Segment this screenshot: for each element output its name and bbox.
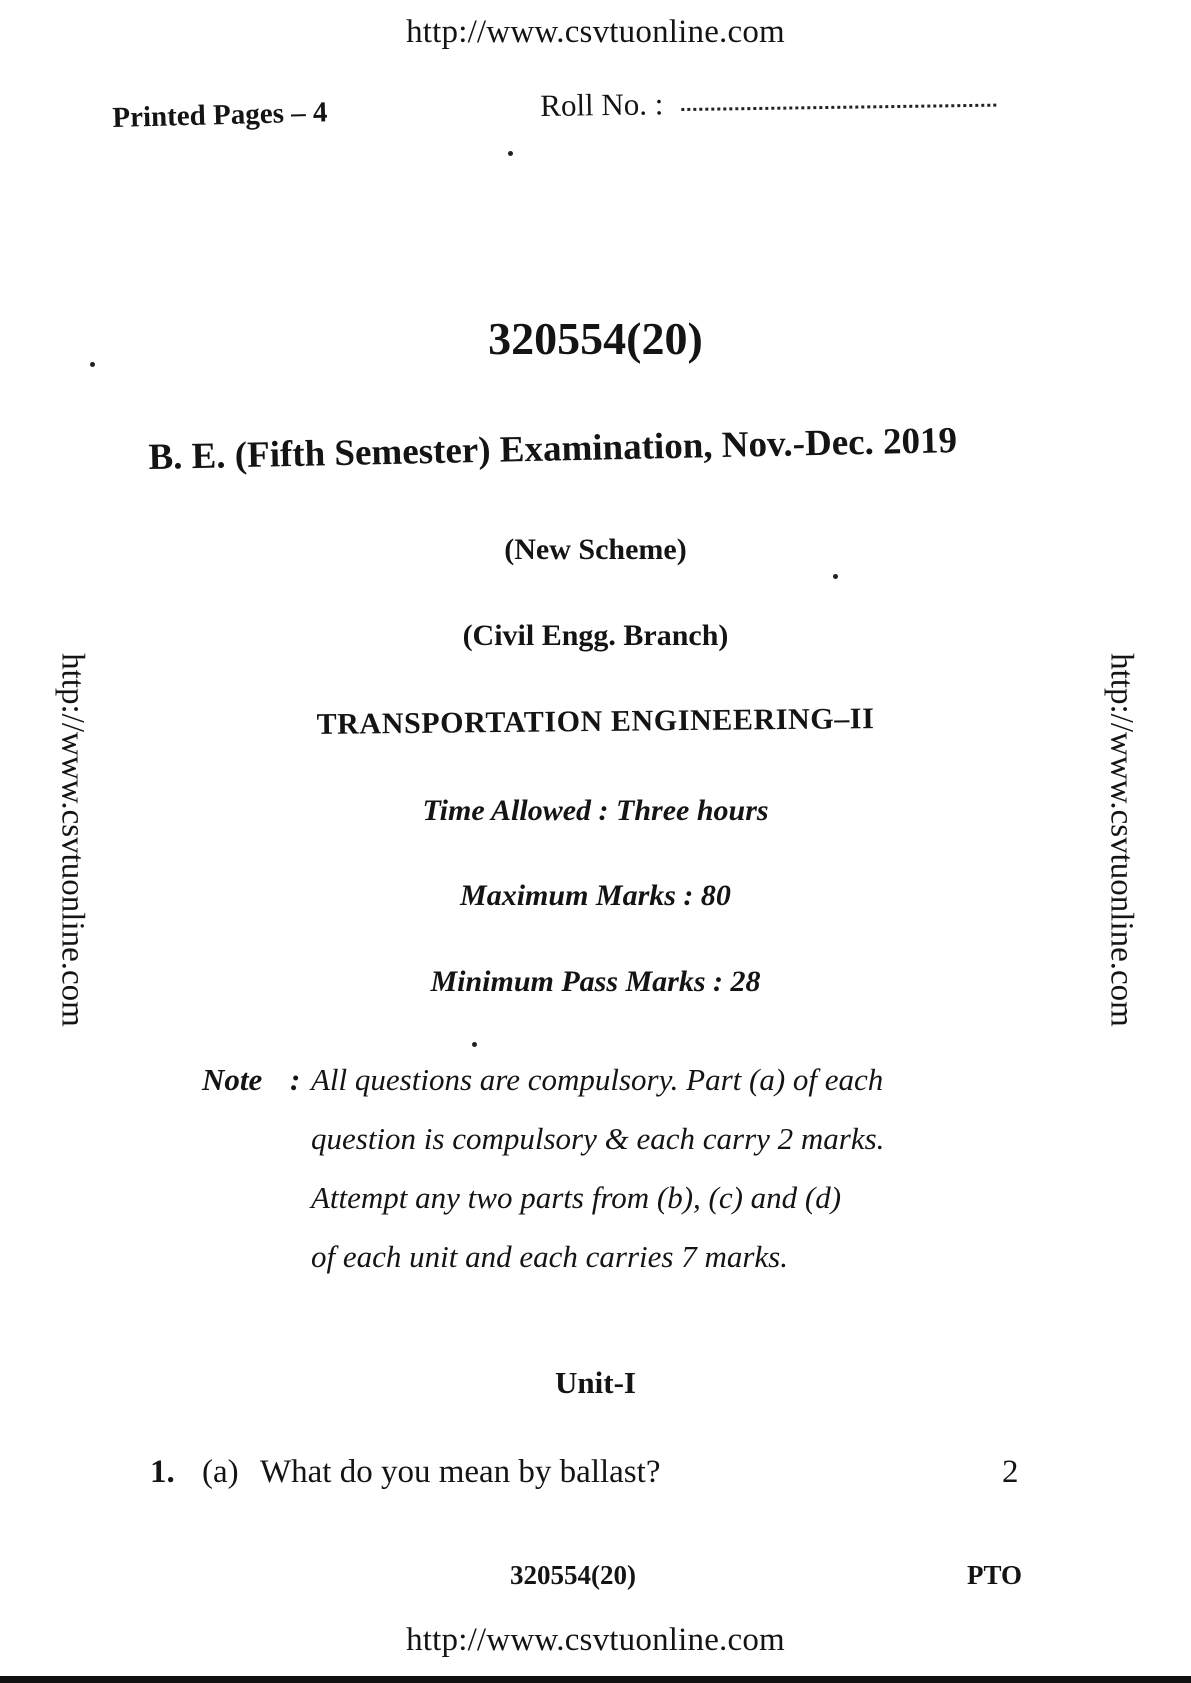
scan-speck: [90, 362, 95, 367]
branch-label: (Civil Engg. Branch): [462, 619, 729, 652]
scheme-label: (New Scheme): [504, 533, 687, 566]
question-part-label: (a): [202, 1454, 239, 1490]
question-number: 1.: [150, 1454, 175, 1490]
roll-no-label: Roll No. :: [540, 86, 664, 123]
paper-code-title: 320554(20): [488, 313, 703, 364]
note-line: Attempt any two parts from (b), (c) and (d): [311, 1180, 842, 1215]
header-url: http://www.csvtuonline.com: [406, 14, 785, 50]
subject-title: TRANSPORTATION ENGINEERING–II: [316, 702, 875, 741]
time-allowed: Time Allowed : Three hours: [422, 794, 769, 827]
question-text: What do you mean by ballast?: [260, 1454, 661, 1490]
note-label: Note: [202, 1062, 263, 1097]
page-bottom-border: [0, 1676, 1191, 1683]
note-line: question is compulsory & each carry 2 marks.: [311, 1121, 885, 1156]
exam-title: B. E. (Fifth Semester) Examination, Nov.-Dec. 2019: [148, 420, 958, 478]
minimum-pass-marks: Minimum Pass Marks : 28: [430, 965, 761, 998]
left-margin-url: http://www.csvtuonline.com: [54, 653, 91, 1027]
scan-speck: [833, 574, 838, 579]
unit-heading: Unit-I: [555, 1365, 636, 1400]
footer-url: http://www.csvtuonline.com: [406, 1622, 785, 1658]
question-marks: 2: [1002, 1454, 1019, 1490]
note-colon: :: [290, 1062, 301, 1097]
scan-speck: [508, 151, 513, 156]
note-line: of each unit and each carries 7 marks.: [311, 1239, 788, 1274]
footer-pto: PTO: [967, 1560, 1023, 1590]
roll-no-blank-line: [681, 98, 996, 111]
maximum-marks: Maximum Marks : 80: [460, 879, 731, 912]
note-line: All questions are compulsory. Part (a) of each: [311, 1062, 884, 1097]
footer-paper-code: 320554(20): [510, 1560, 636, 1590]
scan-speck: [472, 1042, 477, 1047]
right-margin-url: http://www.csvtuonline.com: [1103, 653, 1140, 1027]
roll-no-field: [540, 82, 996, 124]
printed-pages: Printed Pages – 4: [112, 96, 328, 134]
